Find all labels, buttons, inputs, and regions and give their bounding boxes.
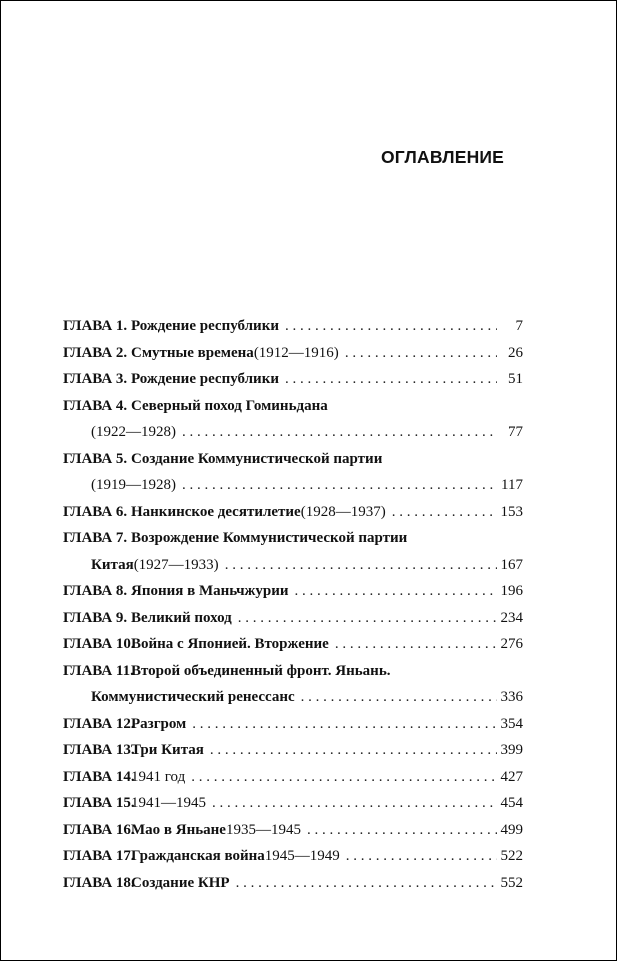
toc-line [63, 658, 523, 685]
chapter-label: ГЛАВА 6. [63, 503, 128, 520]
toc-entry[interactable] [63, 631, 523, 658]
chapter-title: Три Китая [131, 742, 204, 758]
page-number: 499 [500, 821, 523, 838]
chapter-title: Второй объединенный фронт. Яньань. [131, 662, 391, 679]
leader-dots [392, 499, 497, 526]
chapter-title: Япония в Маньчжурии [131, 583, 289, 599]
toc-line [63, 631, 523, 658]
page-number: 552 [500, 874, 523, 891]
chapter-title: Разгром [131, 715, 187, 732]
chapter-title: Рождение республики [131, 371, 279, 387]
toc-entry[interactable] [63, 870, 523, 897]
leader-dots [295, 578, 497, 605]
page-number: 399 [500, 742, 523, 758]
chapter-label: ГЛАВА 3. [63, 371, 128, 387]
toc-line [63, 711, 523, 738]
toc-line [63, 870, 523, 897]
leader-dots [192, 711, 496, 738]
page-number: 167 [500, 556, 523, 573]
chapter-dates: 1941—1945 [131, 795, 206, 811]
chapter-label: ГЛАВА 17. [63, 848, 135, 864]
chapter-dates: (1922—1928) [91, 424, 176, 440]
page-number: 196 [500, 583, 523, 599]
toc-entry[interactable] [63, 366, 523, 393]
toc-entry[interactable] [63, 499, 523, 526]
table-of-contents [63, 313, 523, 896]
toc-entry[interactable] [63, 737, 523, 764]
chapter-dates: (1919—1928) [91, 477, 176, 493]
leader-dots [210, 737, 497, 764]
toc-line [63, 313, 523, 340]
toc-line [63, 843, 523, 870]
toc-entry[interactable] [63, 525, 523, 578]
chapter-title: Война с Японией. Вторжение [131, 636, 329, 652]
page-number: 454 [500, 795, 523, 811]
leader-dots [236, 870, 497, 897]
toc-entry[interactable] [63, 764, 523, 791]
toc-line [63, 499, 523, 526]
chapter-label: ГЛАВА 5. [63, 450, 128, 467]
toc-line [63, 578, 523, 605]
chapter-label: ГЛАВА 4. [63, 397, 128, 414]
chapter-dates: (1928—1937) [300, 503, 386, 520]
chapter-label: ГЛАВА 13. [63, 742, 135, 758]
chapter-dates: (1912—1916) [253, 344, 339, 361]
leader-dots [225, 552, 497, 579]
toc-line [63, 340, 523, 367]
chapter-title: Мао в Яньане [131, 821, 226, 838]
toc-line [63, 446, 523, 473]
chapter-title: Рождение республики [131, 318, 279, 334]
chapter-label: ГЛАВА 8. [63, 583, 128, 599]
chapter-dates: 1945—1949 [264, 848, 340, 864]
page-number: 427 [500, 768, 523, 785]
toc-line [63, 393, 523, 420]
page-number: 153 [500, 503, 523, 520]
toc-line-continued [63, 552, 523, 579]
chapter-label: ГЛАВА 10. [63, 636, 135, 652]
toc-line [63, 764, 523, 791]
chapter-title: Создание КНР [131, 874, 230, 891]
toc-line [63, 605, 523, 632]
leader-dots [346, 843, 497, 870]
leader-dots [182, 419, 497, 446]
chapter-label: ГЛАВА 1. [63, 318, 128, 334]
toc-line-continued [63, 472, 523, 499]
toc-entry[interactable] [63, 340, 523, 367]
leader-dots [182, 472, 497, 499]
chapter-label: ГЛАВА 16. [63, 821, 135, 838]
chapter-title: Создание Коммунистической партии [131, 450, 383, 467]
chapter-label: ГЛАВА 18. [63, 874, 135, 891]
toc-line [63, 366, 523, 393]
toc-line [63, 790, 523, 817]
page-number: 26 [508, 344, 523, 361]
chapter-title: Гражданская война [131, 848, 265, 864]
chapter-label: ГЛАВА 2. [63, 344, 128, 361]
chapter-label: ГЛАВА 9. [63, 609, 128, 626]
chapter-title: Великий поход [131, 609, 232, 626]
page-number: 276 [500, 636, 523, 652]
toc-line [63, 737, 523, 764]
leader-dots [238, 605, 497, 632]
toc-line [63, 525, 523, 552]
chapter-dates: 1935—1945 [225, 821, 301, 838]
leader-dots [191, 764, 496, 791]
leader-dots [335, 631, 497, 658]
chapter-label: ГЛАВА 11. [63, 662, 134, 679]
toc-line [63, 817, 523, 844]
chapter-title-continued: Коммунистический ренессанс [91, 689, 295, 705]
leader-dots [285, 313, 497, 340]
toc-entry[interactable] [63, 393, 523, 446]
leader-dots [307, 817, 497, 844]
chapter-dates: 1941 год [131, 768, 186, 785]
chapter-label: ГЛАВА 14. [63, 768, 135, 785]
page-number: 234 [500, 609, 523, 626]
chapter-dates: (1927—1933) [133, 556, 219, 573]
toc-entry[interactable] [63, 446, 523, 499]
toc-line-continued [63, 419, 523, 446]
toc-entry[interactable] [63, 578, 523, 605]
chapter-label: ГЛАВА 12. [63, 715, 135, 732]
toc-entry[interactable] [63, 313, 523, 340]
toc-line-continued [63, 684, 523, 711]
page-number: 77 [508, 424, 523, 440]
leader-dots [345, 340, 497, 367]
toc-entry[interactable] [63, 843, 523, 870]
page-number: 51 [508, 371, 523, 387]
toc-entry[interactable] [63, 658, 523, 711]
toc-entry[interactable] [63, 790, 523, 817]
leader-dots [212, 790, 497, 817]
leader-dots [285, 366, 497, 393]
toc-entry[interactable] [63, 711, 523, 738]
chapter-title: Смутные времена [131, 344, 254, 361]
toc-entry[interactable] [63, 817, 523, 844]
chapter-label: ГЛАВА 15. [63, 795, 135, 811]
chapter-title: Возрождение Коммунистической партии [131, 530, 408, 546]
toc-entry[interactable] [63, 605, 523, 632]
chapter-title: Северный поход Гоминьдана [131, 397, 328, 414]
page-number: 354 [500, 715, 523, 732]
page-number: 117 [501, 477, 523, 493]
page-number: 336 [500, 689, 523, 705]
chapter-title-continued: Китая [91, 556, 134, 573]
chapter-label: ГЛАВА 7. [63, 530, 128, 546]
chapter-title: Нанкинское десятилетие [131, 503, 301, 520]
leader-dots [301, 684, 497, 711]
page-title: ОГЛАВЛЕНИЕ [381, 147, 505, 167]
page-number: 522 [500, 848, 523, 864]
page-number: 7 [515, 318, 523, 334]
